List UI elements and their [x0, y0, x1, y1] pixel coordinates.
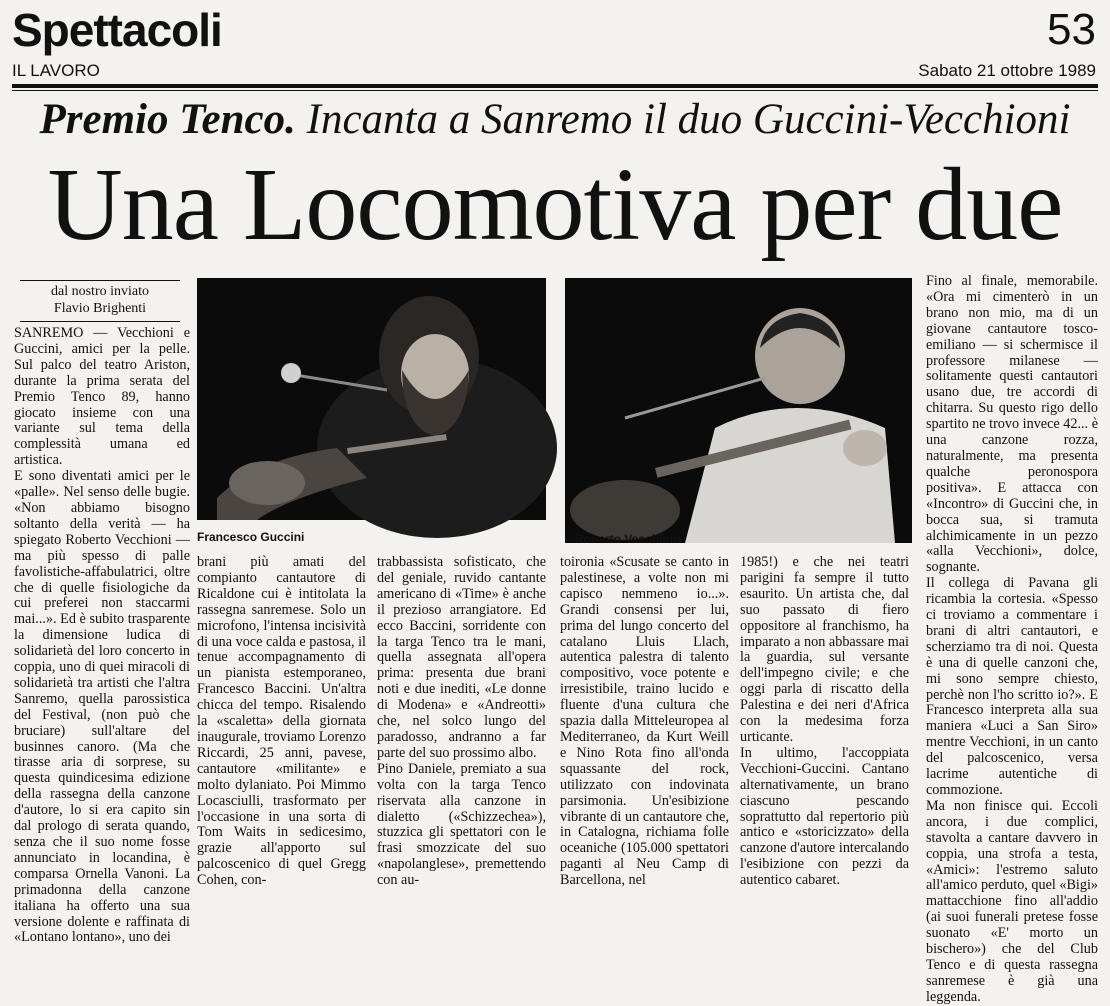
masthead-rule: [12, 84, 1098, 88]
text-column-2: brani più amati del compianto cantautore di Ricaldone cui è intitolata la rassegna sanremese. Solo un microfono, l'intensa incisività di una voce calda e pastosa, il tenue accompagnamento di un pianista estemporaneo, Francesco Baccini. Un'altra chicca del tempo. Risalendo la «scaletta» della giornata inaugurale, troviamo Lorenzo Riccardi, 25 anni, pavese, cantautore «militante» e molto dylaniato. Poi Mimmo Locasciulli, trasformato per l'occasione in una sorta di Tom Waits in sedicesimo, grazie all'apporto sul palcoscenico di quel Gregg Cohen, con-: [197, 554, 367, 889]
caption-vecchioni: Roberto Vecchioni: [575, 532, 681, 546]
byline: [20, 280, 180, 324]
headline: Una Locomotiva per due: [47, 147, 1063, 262]
text-column-1: SANREMO — Vecchioni e Guccini, amici per la pelle. Sul palco del teatro Ariston, durante la prima serata del Premio Tenco 89, hanno giocato insieme con una variante sul tema della complessità umana ed artistica. E sono diventati amici per le «palle». Nel senso delle bugie. «Non abbiamo bisogno soltanto della verità — ha spiegato Roberto Vecchioni — ma più spesso di palle favolistiche-affabulatrici, oltre che di quelle fisiologiche da cui preferei non staccarmi mai...». Ed è subito trasparente la dimensione ludica di solidarietà del loro concerto in coppia, uno di quei miracoli di solidarietà tra artisti che l'altra Sanremo, quella parossistica del Festival, (non può che bruciare) sull'altare del businnes canoro. (Ma che tirasse aria di sorprese, su questa quindicesima edizione della rassegna della canzone d'autore, lo si era capito sin dal prologo di serata quando, senza che il suo nome fosse annunciato in locandina, è comparsa Ornella Vanoni. La primadonna della canzone italiana ha offerto una sua versione dolente e raffinata di «Lontano lontano», uno dei: [14, 325, 190, 946]
issue-date: Sabato 21 ottobre 1989: [918, 61, 1096, 80]
kicker-bold: Premio Tenco.: [39, 96, 296, 143]
text-column-3: trabbassista sofisticato, che del geniale, ruvido cantante americano di «Time» è anche il prezioso arrangiatore. Ed ecco Baccini, sorridente con la targa Tenco tra le mani, quella assegnata all'opera prima: presenta due brani noti e due inediti, «Le donne di Modena» e «Andreotti» che, nel solco lungo del paradosso, andranno a far parte del suo prossimo albo. Pino Daniele, premiato a sua volta con la targa Tenco riservata alla canzone in dialetto («Schizzechea»), stuzzica gli spettatori con le frasi smozzicate del suo «napolanglese», premettendo con au-: [377, 554, 546, 889]
kicker-text: Incanta a Sanremo il duo Guccini-Vecchioni: [295, 96, 1071, 143]
byline-intro: dal nostro inviato: [51, 284, 149, 299]
kicker: [0, 94, 1110, 146]
page-number: 53: [1047, 5, 1096, 54]
text-column-4: toironia «Scusate se canto in palestinese, a volte non mi capisco nemmeno io...». Grandi consensi per lui, prima del lungo concerto del catalano Lluis Llach, autentica palestra di talento compositivo, voce potente e irresistibile, traino lucido e fluente d'una cultura che spazia dalla Mitteleuropea al Mediterraneo, da Kurt Weill e Nino Rota fino all'onda squassante del rock, utilizzato con indovinata parsimonia. Un'esibizione vibrante di un cantautore che, in Catalogna, richiama folle oceaniche (105.000 spettatori paganti al Neu Camp di Barcellona, nel: [560, 554, 729, 889]
byline-author: Flavio Brighenti: [53, 301, 147, 316]
photo-vecchioni: [565, 278, 912, 543]
section-title: Spettacoli: [12, 4, 222, 56]
text-column-6: Fino al finale, memorabile. «Ora mi cimenterò in un brano non mio, ma di un giovane cantautore tosco-emiliano — si schermisce il professore milanese — solitamente questi cantautori usano due, tre accordi di chitarra. Su questo rigo dello spartito ne trovo invece 42... è una canzone rozza, naturalmente, ma presenta qualche peronospora positiva». E attacca con «Incontro» di Guccini che, in bocca sua, si tramuta alchimicamente in un pezzo «alla Vecchioni», dolce, sognante. Il collega di Pavana gli ricambia la cortesia. «Spesso ci troviamo a commentare i brani di altri cantautori, e scherziamo tra di noi. Questa è una di quelle canzoni che, mi sono sempre chiesto, perchè non l'ho scritto io?». E Francesco interpreta alla sua maniera «Luci a San Siro» mentre Vecchioni, in un canto del palcoscenico, versa lacrime autentiche di commozione. Ma non finisce qui. Eccoli ancora, i due complici, stavolta a cantare davvero in coppia, una strofa a testa, «Amici»: l'estremo saluto all'amico perduto, quel «Bigi» mattacchione fino all'addio (ai suoi funerali pretese fosse suonato «E' morto un bischero») che del Club Tenco e di questa rassegna sanremese è già una leggenda.: [926, 273, 1098, 1005]
masthead-rule-thin: [12, 90, 1098, 91]
caption-guccini: Francesco Guccini: [197, 530, 305, 544]
text-column-5: 1985!) e che nei teatri parigini fa sempre il tutto esaurito. Un artista che, dal suo passato di fiero oppositore al franchismo, ha imparato a non abbassare mai la guardia, sul versante dell'impegno civile; e che oggi parla di riscatto della Palestina e dei neri d'Africa con la medesima forza urticante. In ultimo, l'accoppiata Vecchioni-Guccini. Cantano alternativamente, un brano ciascuno pescando soprattutto dal repertorio più antico e «storicizzato» della canzone d'autore intercalando l'esibizione con pezzi da autentico cabaret.: [740, 554, 909, 889]
photo-guccini: [197, 278, 546, 520]
newspaper-name: IL LAVORO: [12, 61, 100, 80]
